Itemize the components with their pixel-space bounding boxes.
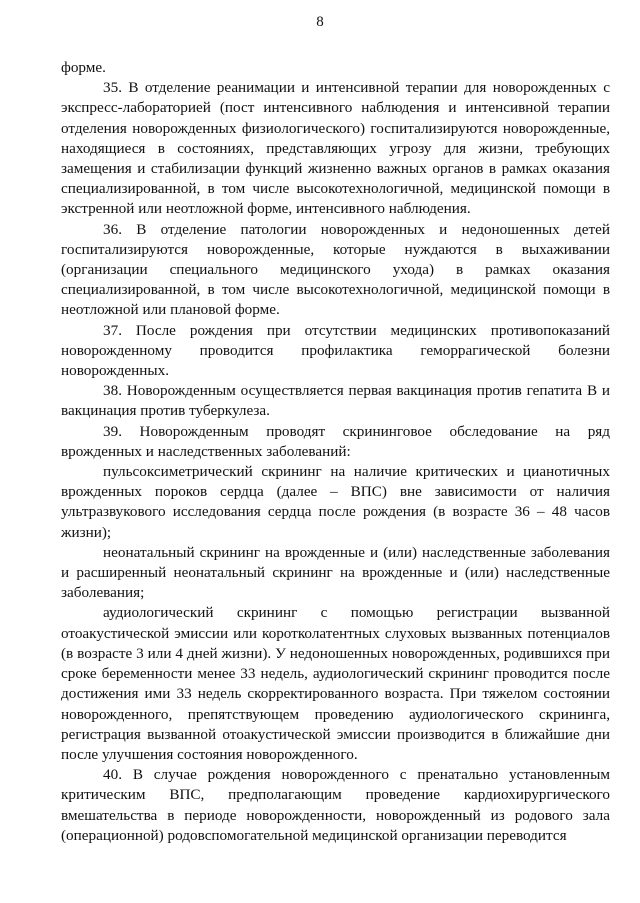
- paragraph-40: 40. В случае рождения новорожденного с пренатально установленным критическим ВПС, предполагающим проведение кардиохирургического вмешательства в периоде новорожденности, новорожденный из родового зала (операционной) родовспомогательной медицинской организации переводится: [61, 766, 610, 844]
- paragraph-37: 37. После рождения при отсутствии медицинских противопоказаний новорожденному проводится профилактика геморрагической болезни новорожденных.: [61, 321, 610, 380]
- paragraph-39: 39. Новорожденным проводят скрининговое обследование на ряд врожденных и наследственных заболеваний:: [61, 422, 610, 460]
- page-number: 8: [316, 14, 324, 30]
- paragraph-39-neonatal-screening: неонатальный скрининг на врожденные и (или) наследственные заболевания и расширенный неонатальный скрининг на врожденные и (или) наследственные заболевания;: [61, 543, 610, 602]
- paragraph-39-pulse-oximetry: пульсоксиметрический скрининг на наличие критических и цианотичных врожденных пороков сердца (далее – ВПС) вне зависимости от наличия ультразвукового исследования сердца после рождения (в возрасте 36 – 48 часов жизни);: [61, 463, 610, 541]
- paragraph-35: 35. В отделение реанимации и интенсивной терапии для новорожденных с экспресс-лабораторией (пост интенсивного наблюдения и интенсивной терапии отделения новорожденных физиологического) госпитализируются новорожденные, находящиеся в состояниях, представляющих угрозу для жизни, требующих замещения и стабилизации функций жизненно важных органов в рамках оказания специализированной, в том числе высокотехнологичной, медицинской помощи в экстренной или неотложной форме, интенсивного наблюдения.: [61, 79, 610, 218]
- paragraph-39-audiology-screening: аудиологический скрининг с помощью регистрации вызванной отоакустической эмиссии или коротколатентных слуховых вызванных потенциалов (в возрасте 3 или 4 дней жизни). У недоношенных новорожденных, родившихся при сроке беременности менее 33 недель, аудиологический скрининг проводится после достижения ими 33 недель скорректированного возраста. При тяжелом состоянии новорожденного, препятствующем проведению аудиологического скрининга, регистрация вызванной отоакустической эмиссии производится в ближайшие дни после улучшения состояния новорожденного.: [61, 604, 610, 763]
- paragraph-36: 36. В отделение патологии новорожденных и недоношенных детей госпитализируются новорожденные, которые нуждаются в выхаживании (организации специального медицинского ухода) в рамках оказания специализированной, в том числе высокотехнологичной, медицинской помощи в неотложной или плановой форме.: [61, 220, 610, 319]
- paragraph-continuation: форме.: [61, 59, 106, 76]
- document-body: [61, 58, 610, 846]
- paragraph-38: 38. Новорожденным осуществляется первая вакцинация против гепатита В и вакцинация против туберкулеза.: [61, 382, 610, 420]
